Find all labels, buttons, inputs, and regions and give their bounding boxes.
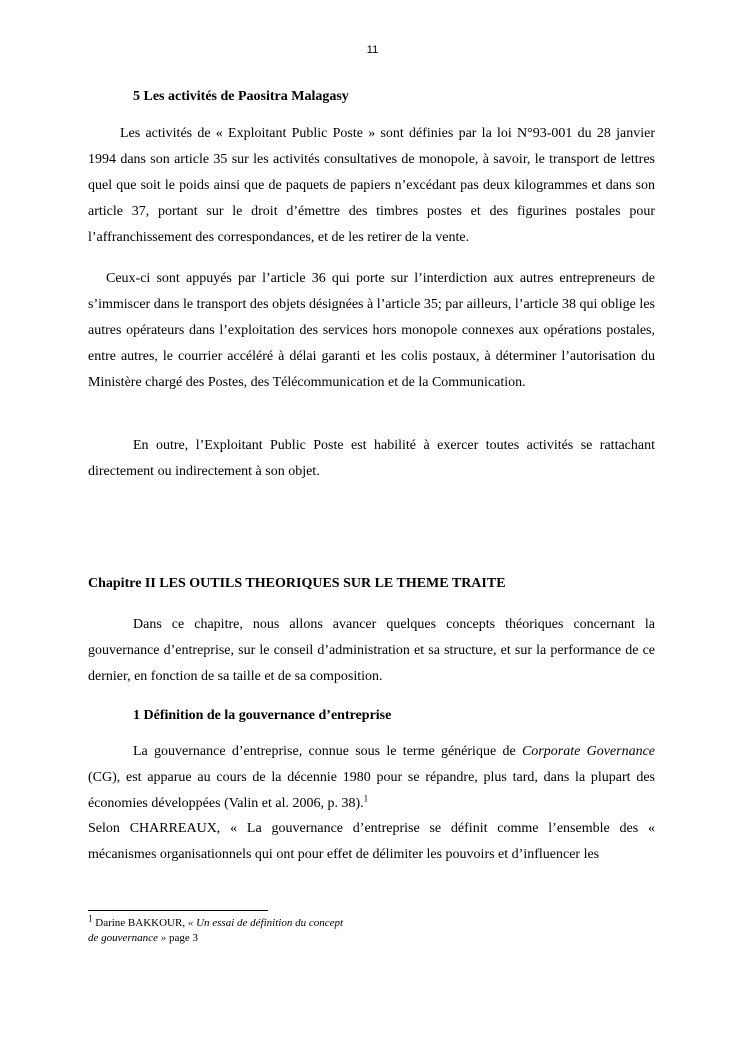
definition-text-part1: La gouvernance d’entreprise, connue sous le terme générique de (133, 744, 522, 759)
footnote (88, 913, 348, 946)
paragraph-charreaux-quote: Selon CHARREAUX, « La gouvernance d’entreprise se définit comme l’ensemble des « mécanismes organisationnels qui ont pour effet de délimiter les pouvoirs et d’influencer les (88, 821, 655, 862)
corporate-governance-term: Corporate Governance (521, 744, 655, 759)
footnote-page: page 3 (166, 932, 198, 944)
footnote-number: 1 (88, 913, 93, 924)
footnote-title: « Un essai de définition du concept de gouvernance » (88, 917, 344, 944)
paragraph-articles-36-38: Ceux-ci sont appuyés par l’article 36 qui porte sur l’interdiction aux autres entrepreneurs de s’immiscer dans le transport des objets désignées à l’article 35; par ailleurs, l’article 38 qui oblige les autres opérateurs dans l’exploitation des services hors monopole connexes aux opérations postales, entre autres, le courrier accéléré à délai garanti et les colis postaux, à déterminer l’autorisation du Ministère chargé des Postes, des Télécommunication et de la Communication. (88, 271, 655, 390)
paragraph-definition-cg (88, 739, 655, 817)
section-heading-definition: 1 Définition de la gouvernance d’entreprise (133, 708, 392, 723)
section-heading-activites: 5 Les activités de Paositra Malagasy (133, 89, 349, 104)
chapter-heading: Chapitre II LES OUTILS THEORIQUES SUR LE THEME TRAITE (88, 576, 506, 591)
page-number: 11 (366, 44, 379, 56)
footnote-author: Darine BAKKOUR, (92, 917, 188, 929)
paragraph-activites-monopole: Les activités de « Exploitant Public Poste » sont définies par la loi N°93-001 du 28 janvier 1994 dans son article 35 sur les activités consultatives de monopole, à savoir, le transport de lettres quel que soit le poids ainsi que de paquets de papiers n’excédant pas deux kilogrammes et dans son article 37, portant sur le droit d’émettre des timbres postes et des figurines postales pour l’affranchissement des correspondances, et de les retirer de la vente. (88, 126, 655, 245)
paragraph-chapter-intro: Dans ce chapitre, nous allons avancer quelques concepts théoriques concernant la gouvernance d’entreprise, sur le conseil d’administration et sa structure, et sur la performance de ce dernier, en fonction de sa taille et de sa composition. (88, 617, 655, 684)
definition-text-part2: (CG), est apparue au cours de la décennie 1980 pour se répandre, plus tard, dans la plupart des économies développées (Valin et al. 2006, p. 38). (88, 770, 655, 811)
footnote-reference: 1 (363, 793, 369, 804)
paragraph-habilitation: En outre, l’Exploitant Public Poste est habilité à exercer toutes activités se rattachant directement ou indirectement à son objet. (88, 438, 655, 479)
footnote-divider (88, 910, 268, 911)
